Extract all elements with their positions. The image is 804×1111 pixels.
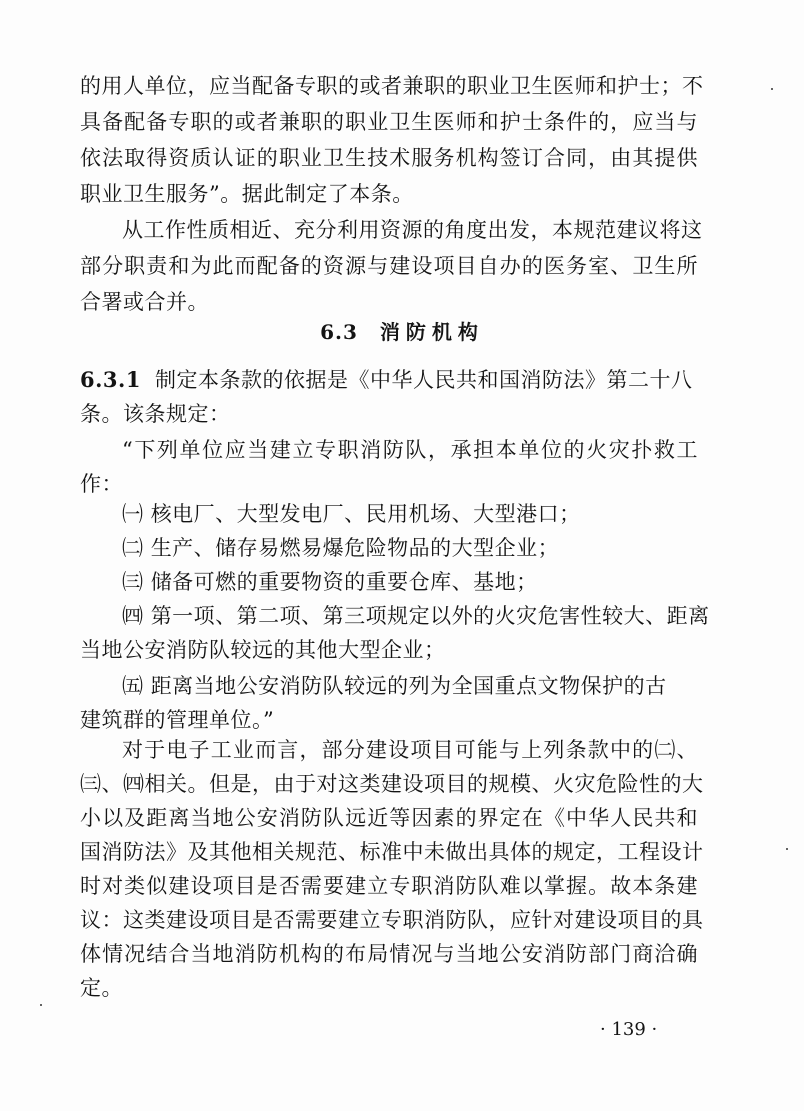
clause-line-1 [80, 366, 698, 394]
list-item-1 [122, 500, 581, 528]
paragraph-2-line-3: 合署或合并。 [80, 290, 209, 314]
list-item-5 [122, 672, 667, 700]
list-marker: ㈠ [122, 502, 144, 526]
clause-text: 制定本条款的依据是《中华人民共和国消防法》第二十八 [154, 368, 693, 392]
list-marker: ㈤ [122, 674, 144, 698]
scan-speck [771, 88, 773, 90]
list-marker: ㈢ [122, 570, 144, 594]
clause-number: 6.3.1 [80, 367, 141, 392]
list-item-2 [122, 534, 559, 562]
paragraph-3-line-5: 时对类似建设项目是否需要建立专职消防队难以掌握。故本条建 [80, 874, 698, 898]
list-marker: ㈡ [122, 536, 144, 560]
paragraph-1-line-1: 的用人单位，应当配备专职的或者兼职的职业卫生医师和护士；不 [80, 74, 704, 98]
scan-speck [786, 848, 788, 850]
section-heading [0, 318, 804, 346]
list-item-5-continuation: 建筑群的管理单位。” [80, 708, 275, 732]
list-item-3 [122, 568, 538, 596]
paragraph-3-line-3: 小以及距离当地公安消防队远近等因素的界定在《中华人民共和 [80, 806, 698, 830]
paragraph-3-line-7: 体情况结合当地消防机构的布局情况与当地公安消防部门商洽确 [80, 942, 698, 966]
list-item-text: 生产、储存易燃易爆危险物品的大型企业； [150, 536, 560, 560]
paragraph-1-line-4: 职业卫生服务”。据此制定了本条。 [80, 182, 414, 206]
paragraph-3-line-8: 定。 [80, 976, 123, 1000]
paragraph-2-line-2: 部分职责和为此而配备的资源与建设项目自办的医务室、卫生所 [80, 254, 698, 278]
paragraph-1-line-2: 具备配备专职的或者兼职的职业卫生医师和护士条件的，应当与 [80, 110, 698, 134]
paragraph-1-line-3: 依法取得资质认证的职业卫生技术服务机构签订合同，由其提供 [80, 146, 698, 170]
paragraph-3-line-1: 对于电子工业而言，部分建设项目可能与上列条款中的㈡、 [122, 738, 698, 762]
paragraph-3-line-6: 议：这类建设项目是否需要建立专职消防队，应针对建设项目的具 [80, 908, 704, 932]
paragraph-2-line-1: 从工作性质相近、充分利用资源的角度出发，本规范建议将这 [122, 218, 703, 242]
scan-speck [40, 1004, 42, 1006]
list-item-4-continuation: 当地公安消防队较远的其他大型企业； [80, 638, 446, 662]
page-number: · 139 · [600, 1019, 658, 1040]
list-item-text: 距离当地公安消防队较远的列为全国重点文物保护的古 [150, 674, 667, 698]
paragraph-3-line-4: 国消防法》及其他相关规范、标准中未做出具体的规定，工程设计 [80, 840, 704, 864]
section-number: 6.3 [320, 320, 358, 344]
list-item-text: 第一项、第二项、第三项规定以外的火灾危害性较大、距离 [150, 604, 710, 628]
list-item-text: 储备可燃的重要物资的重要仓库、基地； [150, 570, 538, 594]
clause-line-2: 条。该条规定： [80, 402, 231, 426]
section-title: 消防机构 [379, 320, 484, 344]
quote-intro-line-2: 作： [80, 472, 123, 496]
paragraph-3-line-2: ㈢、㈣相关。但是，由于对这类建设项目的规模、火灾危险性的大 [80, 772, 704, 796]
list-marker: ㈣ [122, 604, 144, 628]
quote-intro-line-1: “下列单位应当建立专职消防队，承担本单位的火灾扑救工 [122, 438, 698, 462]
list-item-text: 核电厂、大型发电厂、民用机场、大型港口； [150, 502, 581, 526]
list-item-4 [122, 602, 710, 630]
